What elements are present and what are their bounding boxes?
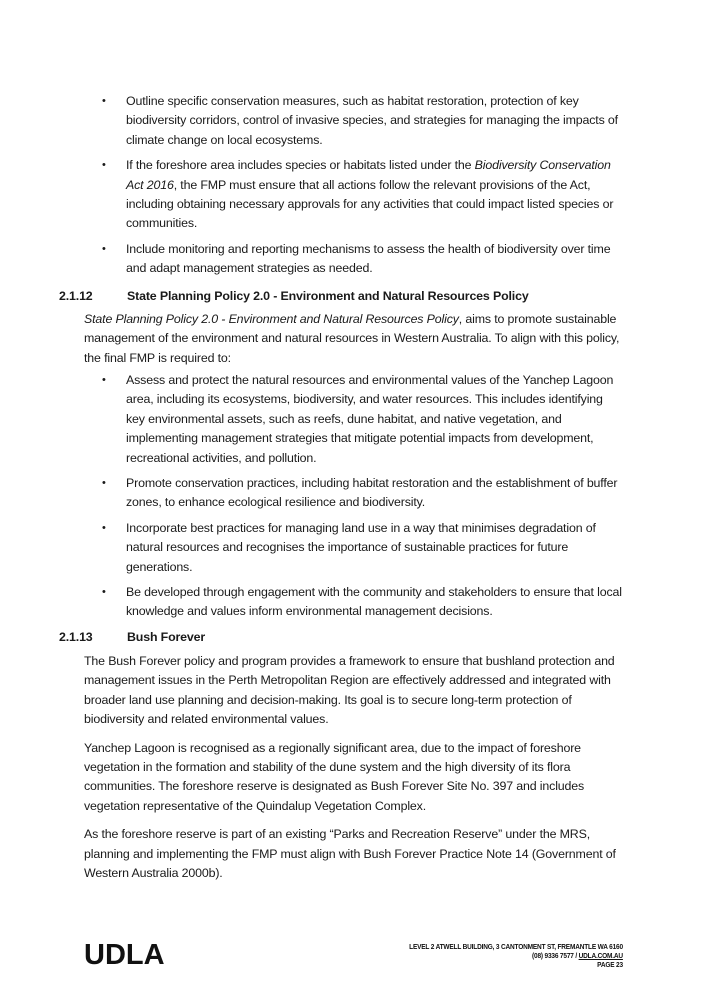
- list-item: • Outline specific conservation measures, such as habitat restoration, protection of key biodiversity corridors, control of invasive species, and strategies for managing the impacts of climate change on local ecosystems.: [102, 94, 618, 147]
- section-number: 2.1.12: [59, 289, 93, 303]
- bullet-icon: •: [102, 95, 106, 107]
- section-2-1-12-intro: State Planning Policy 2.0 - Environment and Natural Resources Policy, aims to promote sustainable management of the environment and natural resources in Western Australia. To align with this policy, the final FMP is required to:: [84, 312, 620, 365]
- udla-logo: UDLA: [84, 939, 165, 971]
- section-2-1-13-body: [84, 652, 624, 892]
- page-number: PAGE 23: [597, 960, 623, 969]
- act-title: Biodiversity Conservation Act 2016: [126, 158, 611, 192]
- section-title: Bush Forever: [127, 630, 206, 644]
- website-link[interactable]: UDLA.COM.AU: [578, 951, 623, 960]
- bullet-icon: •: [102, 521, 106, 534]
- bullet-icon: •: [102, 477, 106, 490]
- policy-requirements-list: [62, 371, 622, 628]
- section-number: 2.1.13: [59, 630, 93, 644]
- paragraph: The Bush Forever policy and program provides a framework to ensure that bushland protection and management issues in the Perth Metropolitan Region are effectively addressed and integrated with broader land use planning and decision-making. Its goal is to secure long-term protection of biodiversity and related environmental values.: [84, 654, 615, 727]
- section-title: State Planning Policy 2.0 - Environment and Natural Resources Policy: [127, 289, 529, 303]
- bullet-icon: •: [102, 159, 106, 172]
- policy-title: State Planning Policy 2.0 - Environment and Natural Resources Policy: [84, 312, 459, 326]
- footer-phone-web: (08) 9336 7577 / UDLA.COM.AU: [532, 951, 623, 960]
- list-item: • Include monitoring and reporting mechanisms to assess the health of biodiversity over time and adapt management strategies as needed.: [102, 241, 611, 276]
- footer-address: LEVEL 2 ATWELL BUILDING, 3 CANTONMENT ST, FREMANTLE WA 6160: [409, 942, 623, 951]
- list-item: • If the foreshore area includes species or habitats listed under the Biodiversity Conservation Act 2016, the FMP must ensure that all actions follow the relevant provisions of the Act, including obtaining necessary approvals for any activities that could impact listed species or communities.: [102, 158, 614, 231]
- paragraph: As the foreshore reserve is part of an existing “Parks and Recreation Reserve” under the MRS, planning and implementing the FMP must align with Bush Forever Practice Note 14 (Government of Western Australia 2000b).: [84, 827, 616, 881]
- paragraph: Yanchep Lagoon is recognised as a regionally significant area, due to the impact of foreshore vegetation in the formation and stability of the dune system and the high diversity of its flora communities. The foreshore reserve is designated as Bush Forever Site No. 397 and includes vegetation representative of the Quindalup Vegetation Complex.: [84, 740, 585, 813]
- list-item: • Promote conservation practices, including habitat restoration and the establishment of buffer zones, to enhance ecological resilience and biodiversity.: [102, 476, 618, 510]
- bullet-icon: •: [102, 586, 106, 599]
- bullet-icon: •: [102, 374, 106, 386]
- footer-phone: (08) 9336 7577: [532, 951, 574, 960]
- list-item: • Be developed through engagement with the community and stakeholders to ensure that local knowledge and values inform environmental management decisions.: [102, 585, 622, 619]
- biodiversity-requirements-list: [62, 92, 622, 285]
- footer-contact: [409, 942, 623, 969]
- list-item: • Assess and protect the natural resources and environmental values of the Yanchep Lagoon area, including its ecosystems, biodiversity, and water resources. This includes identifying key environmental assets, such as reefs, dune habitat, and native vegetation, and implementing management strategies that mitigate potential impacts from development, recreational activities, and pollution.: [102, 373, 614, 465]
- list-item: • Incorporate best practices for managing land use in a way that minimises degradation of natural resources and recognises the importance of sustainable practices for future generations.: [102, 520, 596, 574]
- section-heading-2-1-13: [59, 630, 205, 644]
- bullet-icon: •: [102, 242, 106, 255]
- section-heading-2-1-12: [59, 289, 529, 303]
